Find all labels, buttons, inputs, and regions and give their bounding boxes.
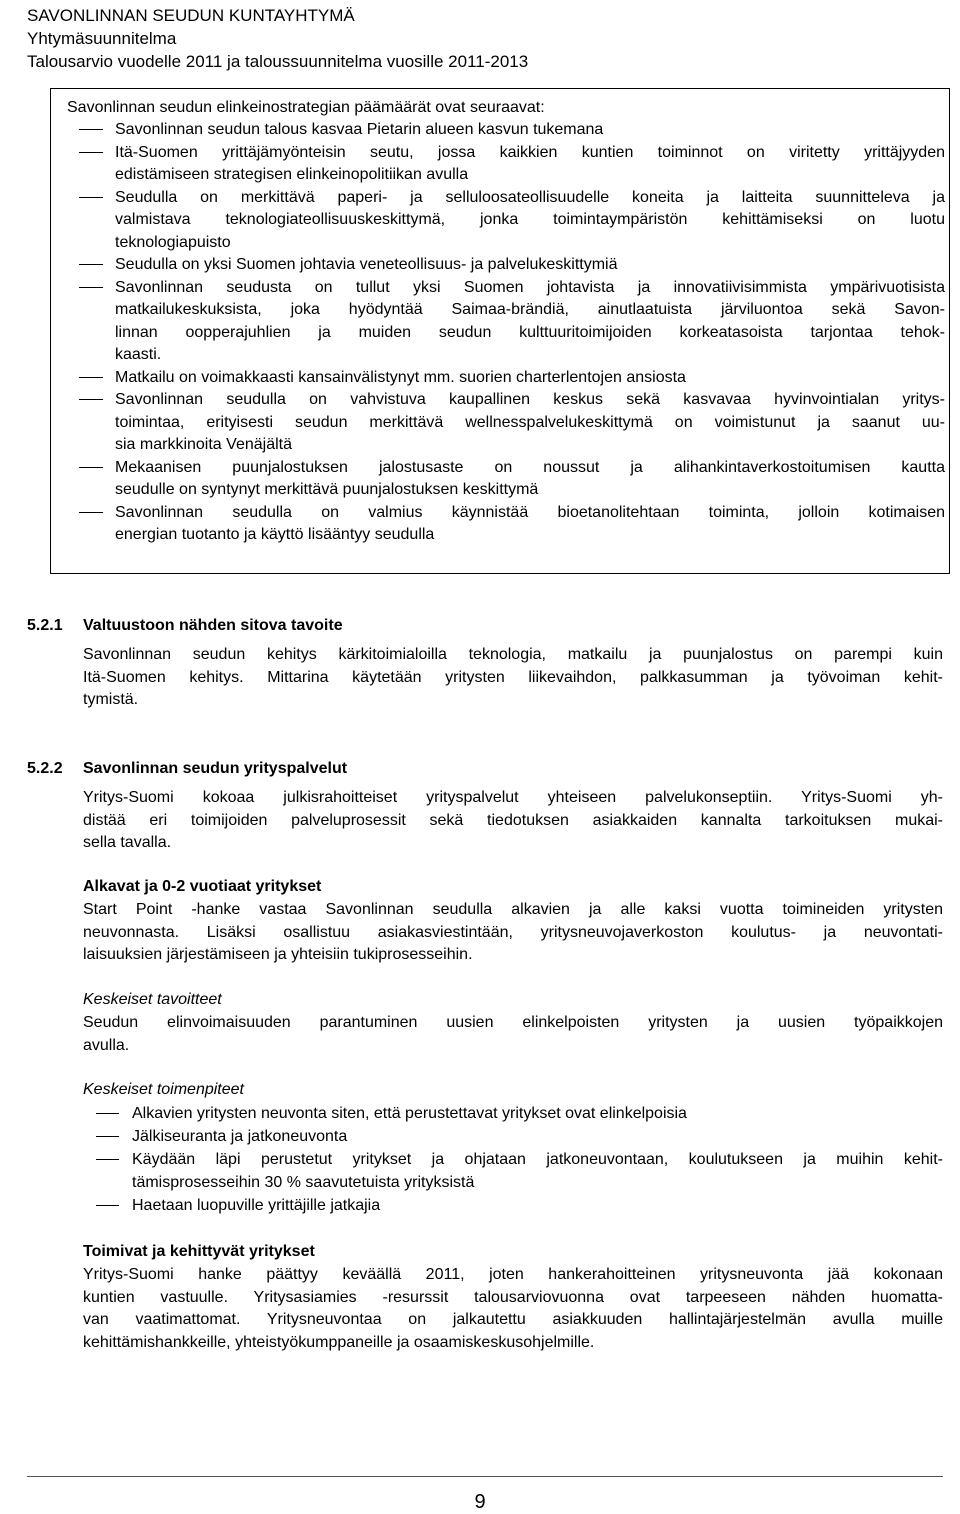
strategy-goal-item: [67, 277, 945, 367]
dash-bullet: [96, 1113, 119, 1114]
text-line: kehittämishankkeille, yhteistyökumppaneille ja osaamiskeskusohjelmille.: [83, 1333, 595, 1351]
strategy-intro: Savonlinnan seudun elinkeinostrategian päämäärät ovat seuraavat:: [67, 99, 545, 116]
dash-bullet: [79, 197, 103, 198]
key-goals-heading: Keskeiset tavoitteet: [83, 991, 222, 1008]
text-line: Matkailu on voimakkaasti kansainvälistynyt mm. suorien charterlentojen ansiosta: [115, 368, 686, 386]
text-line: Haetaan luopuville yrittäjille jatkajia: [132, 1197, 381, 1214]
section-number: 5.2.1: [27, 617, 63, 634]
text-line: Savonlinnan seudulla on vahvistuva kaupallinen keskus sekä kasvavaa hyvinvointialan yritys-: [115, 391, 945, 408]
established-heading: Toimivat ja kehittyvät yritykset: [83, 1243, 315, 1260]
text-line: edistämiseen strategisen elinkeinopolitiikan avulla: [115, 166, 469, 183]
text-line: Yritys-Suomi kokoaa julkisrahoitteiset yrityspalvelut yhteiseen palvelukonseptiin. Yritys-Suomi yh-: [83, 789, 943, 806]
text-line: energian tuotanto ja käyttö lisääntyy seudulla: [115, 526, 435, 543]
text-line: avulla.: [83, 1036, 130, 1054]
dash-bullet: [96, 1205, 119, 1206]
dash-bullet: [96, 1136, 119, 1137]
dash-bullet: [79, 467, 103, 468]
strategy-goal-list: [67, 119, 945, 547]
text-line: Seudulla on yksi Suomen johtavia veneteollisuus- ja palvelukeskittymiä: [115, 256, 618, 273]
text-line: Alkavien yritysten neuvonta siten, että perustettavat yritykset ovat elinkelpoisia: [132, 1105, 687, 1122]
dash-bullet: [79, 287, 103, 288]
text-line: Itä-Suomen yrittäjämyönteisin seutu, jossa kaikkien kuntien toiminnot on viritetty yrittäjyyden: [115, 143, 945, 161]
measure-item: [83, 1102, 943, 1125]
section-title: Valtuustoon nähden sitova tavoite: [83, 617, 343, 634]
text-line: teknologiapuisto: [115, 233, 231, 251]
plan-name: Yhtymäsuunnitelma: [27, 29, 177, 48]
section-title: Savonlinnan seudun yrityspalvelut: [83, 760, 348, 777]
measure-item: [83, 1148, 943, 1194]
page-number: 9: [474, 1491, 486, 1513]
business-services-paragraph: [83, 787, 943, 855]
dash-bullet: [79, 512, 103, 513]
strategy-goal-item: [67, 254, 945, 277]
text-line: Savonlinnan seudun talous kasvaa Pietarin alueen kasvun tukemana: [115, 121, 604, 138]
established-paragraph: [83, 1264, 943, 1354]
startups-heading: Alkavat ja 0-2 vuotiaat yritykset: [83, 878, 322, 895]
text-line: Mekaanisen puunjalostuksen jalostusaste on noussut ja alihankintaverkostoitumisen kautta: [115, 458, 945, 476]
text-line: Itä-Suomen kehitys. Mittarina käytetään yritysten liikevaihdon, palkkasumman ja työvoiman kehit-: [83, 668, 943, 686]
text-line: neuvonnasta. Lisäksi osallistuu asiakasviestintään, yritysneuvojaverkoston koulutus- ja neuvontati-: [83, 923, 943, 941]
text-line: Yritys-Suomi hanke päättyy keväällä 2011, joten hankerahoitteinen yritysneuvonta jää kokonaan: [83, 1266, 943, 1283]
dash-bullet: [79, 377, 103, 378]
strategy-goal-item: [67, 502, 945, 547]
text-line: Käydään läpi perustetut yritykset ja ohjataan jatkoneuvontaan, koulutukseen ja muihin kehit-: [132, 1151, 943, 1168]
text-line: sia markkinoita Venäjältä: [115, 436, 292, 453]
text-line: linnan oopperajuhlien ja muiden seudun kulttuuritoimijoiden korkeatasoista tarjontaa tehok-: [115, 323, 945, 341]
text-line: Savonlinnan seudun kehitys kärkitoimialoilla teknologia, matkailu ja puunjalostus on parempi kuin: [83, 646, 943, 663]
key-measures-list: [83, 1102, 943, 1217]
text-line: seudulle on syntynyt merkittävä puunjalostuksen keskittymä: [115, 481, 539, 498]
measure-item: [83, 1125, 943, 1148]
text-line: Seudulla on merkittävä paperi- ja selluloosateollisuudelle koneita ja laitteita suunnitteleva ja: [115, 188, 945, 206]
document-header: [27, 4, 927, 73]
strategy-goal-item: [67, 187, 945, 255]
key-measures-heading: Keskeiset toimenpiteet: [83, 1081, 244, 1098]
text-line: kuntien vastuulle. Yritysasiamies -resurssit talousarviovuonna ovat tarpeeseen nähden huomatta-: [83, 1288, 943, 1306]
strategy-goal-item: [67, 142, 945, 187]
text-line: Jälkiseuranta ja jatkoneuvonta: [132, 1128, 348, 1145]
organization-name: SAVONLINNAN SEUDUN KUNTAYHTYMÄ: [27, 6, 355, 25]
text-line: tymistä.: [83, 691, 139, 708]
text-line: distää eri toimijoiden palveluprosessit sekä tiedotuksen asiakkaiden kannalta tarkoituksen mukai-: [83, 811, 943, 829]
text-line: toimintaa, erityisesti seudun merkittävä wellnesspalvelukeskittymä on voimistunut ja saanut uu-: [115, 413, 945, 431]
document-title: Talousarvio vuodelle 2011 ja taloussuunnitelma vuosille 2011-2013: [27, 52, 529, 71]
text-line: valmistava teknologiateollisuuskeskittymä, jonka toimintaympäristön kehittämiseksi on luotu: [115, 211, 945, 228]
dash-bullet: [79, 264, 103, 265]
text-line: Savonlinnan seudusta on tullut yksi Suomen johtavista ja innovatiivisimmista ympärivuotisista: [115, 278, 945, 296]
text-line: kaasti.: [115, 346, 162, 363]
binding-goal-paragraph: [83, 644, 943, 712]
strategy-goal-item: [67, 389, 945, 457]
strategy-goal-item: [67, 367, 945, 390]
text-line: tämisprosesseihin 30 % saavutetuista yrityksistä: [132, 1174, 475, 1191]
text-line: Start Point -hanke vastaa Savonlinnan seudulla alkavien ja alle kaksi vuotta toimineiden yritysten: [83, 901, 943, 918]
section-number: 5.2.2: [27, 760, 63, 777]
measure-item: [83, 1194, 943, 1217]
text-line: Seudun elinvoimaisuuden parantuminen uusien elinkelpoisten yritysten ja uusien työpaikkojen: [83, 1014, 943, 1031]
text-line: van vaatimattomat. Yritysneuvontaa on jalkautettu asiakkuuden hallintajärjestelmän avulla muille: [83, 1311, 943, 1328]
text-line: matkailukeskuksista, joka hyödyntää Saimaa-brändiä, ainutlaatuista järviluontoa sekä Savon-: [115, 301, 945, 318]
strategy-goal-item: [67, 119, 945, 142]
dash-bullet: [79, 152, 103, 153]
strategy-goal-item: [67, 457, 945, 502]
text-line: laisuuksien järjestämiseen ja yhteisiin tukiprosesseihin.: [83, 946, 473, 963]
key-goals-paragraph: [83, 1012, 943, 1057]
text-line: sella tavalla.: [83, 834, 172, 851]
dash-bullet: [79, 399, 103, 400]
startups-paragraph: [83, 899, 943, 967]
dash-bullet: [96, 1159, 119, 1160]
footer-divider: [27, 1476, 943, 1477]
text-line: Savonlinnan seudulla on valmius käynnistää bioetanolitehtaan toiminta, jolloin kotimaisen: [115, 503, 945, 521]
dash-bullet: [79, 129, 103, 130]
